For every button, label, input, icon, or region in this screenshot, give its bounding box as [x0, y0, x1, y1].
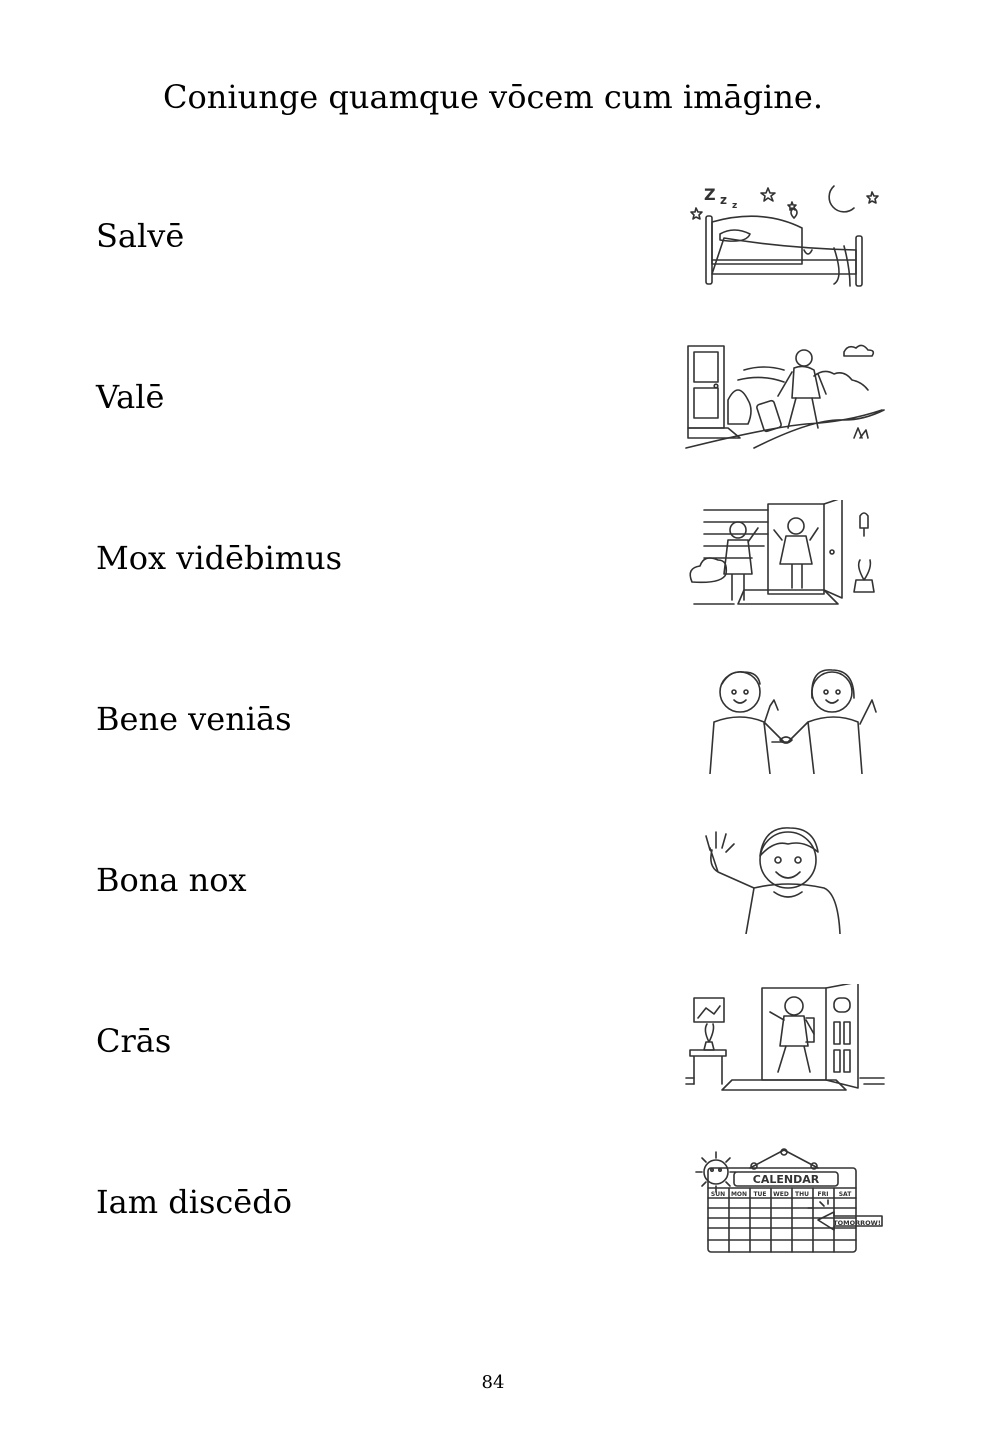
leaving-with-suitcase-icon	[684, 340, 888, 452]
welcome-at-door-icon	[684, 500, 888, 612]
word-item: Bene veniās	[96, 700, 292, 738]
svg-text:Z: Z	[704, 185, 716, 204]
handshake-greeting-icon	[684, 662, 888, 774]
waving-boy-icon	[684, 822, 888, 934]
calendar-tomorrow-icon	[684, 1146, 888, 1258]
exercise-title: Coniunge quamque vōcem cum imāgine.	[163, 78, 823, 116]
day-label: FRI	[817, 1191, 829, 1198]
day-label: MON	[730, 1191, 748, 1198]
word-item: Crās	[96, 1022, 172, 1060]
calendar-label: CALENDAR	[752, 1173, 820, 1186]
tomorrow-note: TOMORROW!	[833, 1219, 881, 1227]
day-label: TUE	[753, 1191, 767, 1198]
word-item: Bona nox	[96, 861, 247, 899]
day-label: SAT	[838, 1191, 852, 1198]
word-item: Mox vidēbimus	[96, 539, 343, 577]
word-item: Valē	[96, 378, 165, 416]
day-label: THU	[795, 1191, 809, 1198]
sleeping-bed-night-icon	[684, 178, 888, 290]
word-item: Iam discēdō	[96, 1183, 292, 1221]
svg-text:z: z	[732, 201, 738, 211]
word-item: Salvē	[96, 217, 185, 255]
boy-leaving-house-icon	[684, 984, 888, 1096]
page-number: 84	[481, 1372, 505, 1393]
day-label: WED	[773, 1191, 789, 1198]
day-label: SUN	[710, 1191, 726, 1198]
svg-text:z: z	[720, 193, 727, 207]
